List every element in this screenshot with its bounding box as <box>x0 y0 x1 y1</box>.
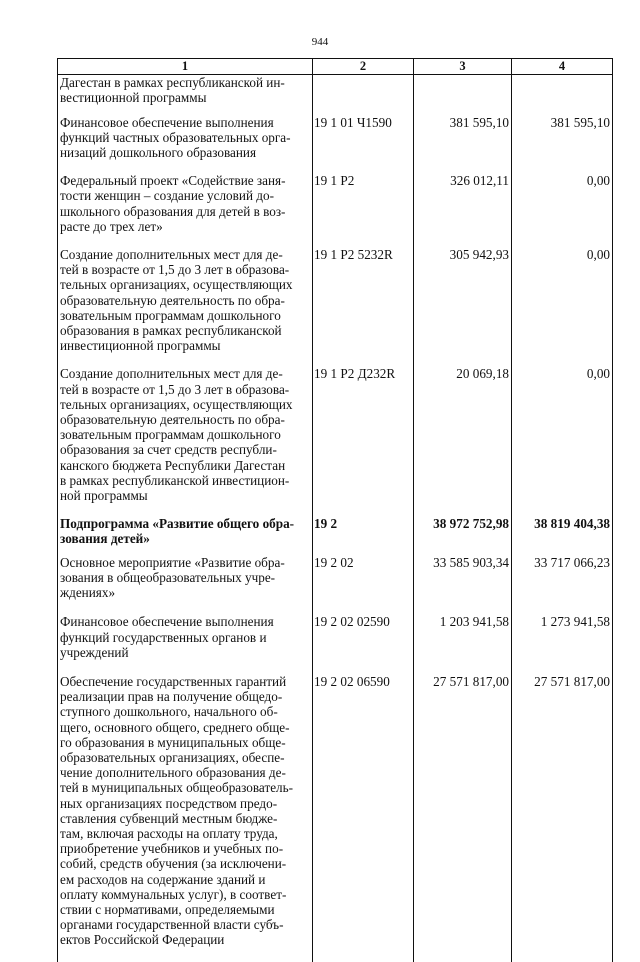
description-line: Подпрограмма «Развитие общего обра- <box>60 516 295 532</box>
description-line: зования детей» <box>60 531 150 547</box>
description-line: в рамках республиканской инвестицион- <box>60 472 290 488</box>
description-line: Финансовое обеспечение выполнения <box>60 114 274 130</box>
description-line: образовательную деятельность по обра- <box>60 412 285 428</box>
description-line: оплату коммунальных услуг), в соответ- <box>60 886 287 902</box>
column-header-2: 2 <box>313 59 414 75</box>
row-code: 19 2 02 <box>313 555 414 615</box>
description-line: зования в общеобразовательных учре- <box>60 569 276 585</box>
row-value-col3: 27 571 817,00 <box>414 674 512 962</box>
row-description <box>58 674 313 962</box>
row-code: 19 2 02 02590 <box>313 614 414 674</box>
description-line: органами государственной власти субъ- <box>60 917 284 933</box>
row-value-col4: 33 717 066,23 <box>512 555 613 615</box>
description-line: образования за счет средств республи- <box>60 442 277 458</box>
description-line: образовательную деятельность по обра- <box>60 292 285 308</box>
description-line: тости женщин – создание условий до- <box>60 188 274 204</box>
description-line: функций частных образовательных орга- <box>60 129 291 145</box>
row-value-col4: 0,00 <box>512 247 613 366</box>
row-code: 19 1 Р2 Д232R <box>313 366 414 516</box>
table-row <box>58 115 613 174</box>
table-row <box>58 173 613 247</box>
description-line: тей в возрасте от 1,5 до 3 лет в образова- <box>60 262 290 278</box>
description-line: щего, основного общего, среднего обще- <box>60 719 290 735</box>
row-value-col4: 0,00 <box>512 173 613 247</box>
row-value-col4: 38 819 404,38 <box>512 516 613 554</box>
row-description <box>58 516 313 554</box>
description-line: Обеспечение государственных гарантий <box>60 673 287 689</box>
row-value-col3: 326 012,11 <box>414 173 512 247</box>
row-value-col3: 33 585 903,34 <box>414 555 512 615</box>
description-line: Федеральный проект «Содействие заня- <box>60 173 286 189</box>
description-line: низаций дошкольного образования <box>60 145 257 161</box>
row-value-col3: 38 972 752,98 <box>414 516 512 554</box>
description-line: Создание дополнительных мест для де- <box>60 366 283 382</box>
row-description <box>58 366 313 516</box>
description-line: Дагестан в рамках республиканской ин- <box>60 75 285 91</box>
description-line: Основное мероприятие «Развитие обра- <box>60 554 285 570</box>
row-description <box>58 614 313 674</box>
row-value-col4: 381 595,10 <box>512 115 613 174</box>
description-line: тельных организациях, осуществляющих <box>60 396 293 412</box>
description-line: вестиционной программы <box>60 90 207 106</box>
description-line: функций государственных органов и <box>60 629 267 645</box>
description-line: зовательным программам дошкольного <box>60 307 281 323</box>
description-line: учреждений <box>60 644 129 660</box>
table-row <box>58 247 613 366</box>
row-value-col4 <box>512 75 613 115</box>
table-row <box>58 516 613 554</box>
description-line: зовательным программам дошкольного <box>60 427 281 443</box>
table-row <box>58 555 613 615</box>
row-code: 19 1 Р2 5232R <box>313 247 414 366</box>
row-value-col4: 0,00 <box>512 366 613 516</box>
description-line: ствии с нормативами, определяемыми <box>60 901 275 917</box>
row-value-col3: 381 595,10 <box>414 115 512 174</box>
description-line: ем расходов на содержание зданий и <box>60 871 266 887</box>
table-row <box>58 75 613 115</box>
row-code: 19 1 Р2 <box>313 173 414 247</box>
row-value-col3: 305 942,93 <box>414 247 512 366</box>
description-line: Финансовое обеспечение выполнения <box>60 614 274 630</box>
table-row <box>58 614 613 674</box>
row-value-col4: 1 273 941,58 <box>512 614 613 674</box>
description-line: школьного образования для детей в воз- <box>60 203 286 219</box>
description-line: инвестиционной программы <box>60 338 221 354</box>
description-line: образования в рамках республиканской <box>60 323 282 339</box>
column-header-4: 4 <box>512 59 613 75</box>
page-number: 944 <box>311 36 329 48</box>
column-header-1: 1 <box>58 59 313 75</box>
row-description <box>58 75 313 115</box>
table-row <box>58 674 613 962</box>
description-line: ных организациях посредством предо- <box>60 795 278 811</box>
column-header-3: 3 <box>414 59 512 75</box>
row-value-col3 <box>414 75 512 115</box>
description-line: там, включая расходы на оплату труда, <box>60 825 278 841</box>
row-description <box>58 115 313 174</box>
description-line: тельных организациях, осуществляющих <box>60 277 293 293</box>
description-line: тей в возрасте от 1,5 до 3 лет в образова- <box>60 381 290 397</box>
description-line: ждениях» <box>60 585 116 601</box>
row-description <box>58 173 313 247</box>
description-line: ектов Российской Федерации <box>60 932 225 948</box>
description-line: ставления субвенций местным бюдже- <box>60 810 278 826</box>
table-header-row <box>58 59 613 75</box>
description-line: тей в муниципальных общеобразователь- <box>60 780 294 796</box>
row-code <box>313 75 414 115</box>
row-code: 19 2 02 06590 <box>313 674 414 962</box>
budget-table <box>57 58 613 962</box>
row-code: 19 2 <box>313 516 414 554</box>
row-value-col3: 20 069,18 <box>414 366 512 516</box>
description-line: Создание дополнительных мест для де- <box>60 247 283 263</box>
description-line: ной программы <box>60 488 148 504</box>
table-body <box>58 75 613 962</box>
description-line: образовательных организациях, обеспе- <box>60 749 285 765</box>
description-line: ступного дошкольного, начального об- <box>60 704 278 720</box>
table-row <box>58 366 613 516</box>
description-line: расте до трех лет» <box>60 218 163 234</box>
description-line: го образования в муниципальных обще- <box>60 734 286 750</box>
description-line: реализации прав на получение общедо- <box>60 689 283 705</box>
row-description <box>58 247 313 366</box>
row-code: 19 1 01 Ч1590 <box>313 115 414 174</box>
row-value-col4: 27 571 817,00 <box>512 674 613 962</box>
description-line: приобретение учебников и учебных по- <box>60 841 284 857</box>
row-value-col3: 1 203 941,58 <box>414 614 512 674</box>
row-description <box>58 555 313 615</box>
description-line: чение дополнительного образования де- <box>60 765 286 781</box>
description-line: канского бюджета Республики Дагестан <box>60 457 286 473</box>
description-line: собий, средств обучения (за исключени- <box>60 856 287 872</box>
